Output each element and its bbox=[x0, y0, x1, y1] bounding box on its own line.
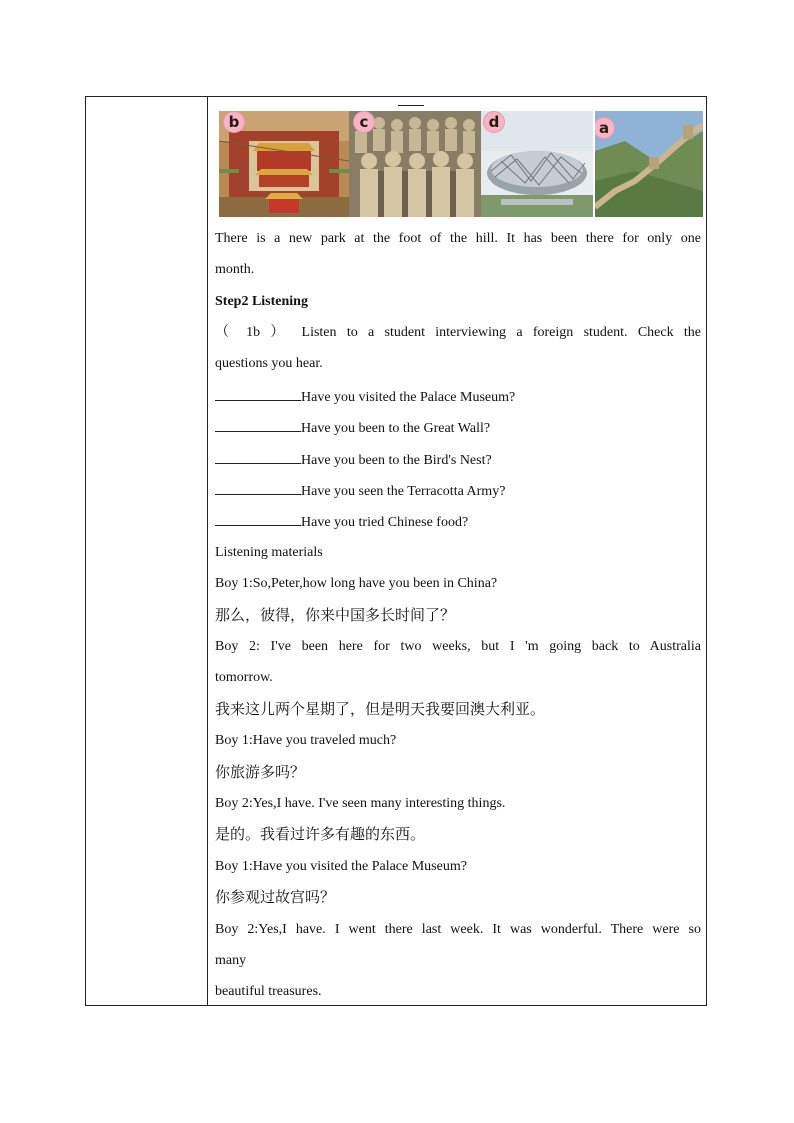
dialogue-line: Boy 2:Yes,I have. I've seen many interesting things. bbox=[215, 796, 506, 811]
photo-label-badge: c bbox=[353, 111, 375, 133]
materials-heading: Listening materials bbox=[215, 545, 323, 560]
instruction-line: questions you hear. bbox=[215, 356, 323, 371]
question-item: Have you been to the Bird's Nest? bbox=[215, 451, 701, 469]
dialogue-line: beautiful treasures. bbox=[215, 984, 322, 999]
photo-label-badge: d bbox=[483, 111, 505, 133]
translation-line: 我来这儿两个星期了，但是明天我要回澳大利亚。 bbox=[215, 700, 546, 718]
great-wall-photo bbox=[595, 111, 703, 217]
dialogue-line: Boy 2:Yes,I have. I went there last week. It was wonderful. There were so bbox=[215, 922, 701, 937]
birds-nest-photo bbox=[481, 111, 593, 217]
question-item: Have you tried Chinese food? bbox=[215, 513, 701, 531]
dialogue-line: tomorrow. bbox=[215, 670, 273, 685]
translation-line: 是的。我看过许多有趣的东西。 bbox=[215, 825, 426, 843]
question-item: Have you seen the Terracotta Army? bbox=[215, 482, 701, 500]
instruction-line: （ 1b ） Listen to a student interviewing a foreign student. Check the bbox=[215, 325, 701, 340]
translation-line: 那么，彼得，你来中国多长时间了？ bbox=[215, 606, 456, 624]
dialogue-line: Boy 2: I've been here for two weeks, but I 'm going back to Australia bbox=[215, 639, 701, 654]
question-item: Have you been to the Great Wall? bbox=[215, 419, 701, 437]
landmark-photo-strip bbox=[219, 111, 703, 217]
dialogue-line: Boy 1:So,Peter,how long have you been in China? bbox=[215, 576, 498, 591]
palace-museum-photo bbox=[219, 111, 349, 217]
terracotta-army-photo bbox=[349, 111, 481, 217]
dialogue-line: many bbox=[215, 953, 247, 968]
answer-blank[interactable] bbox=[215, 419, 301, 432]
worksheet-table bbox=[85, 96, 707, 1006]
answer-blank[interactable] bbox=[215, 388, 301, 401]
dialogue-line: Boy 1:Have you visited the Palace Museum? bbox=[215, 859, 467, 874]
park-sentence-line: month. bbox=[215, 262, 255, 277]
answer-blank[interactable] bbox=[215, 451, 301, 464]
step2-heading: Step2 Listening bbox=[215, 294, 308, 309]
photo-label-badge: a bbox=[595, 117, 615, 139]
answer-blank[interactable] bbox=[215, 513, 301, 526]
question-item: Have you visited the Palace Museum? bbox=[215, 388, 701, 406]
column-divider bbox=[207, 97, 208, 1005]
translation-line: 你旅游多吗？ bbox=[215, 763, 306, 781]
photo-label-badge: b bbox=[223, 111, 245, 133]
answer-blank[interactable] bbox=[215, 482, 301, 495]
blank-mark bbox=[398, 105, 424, 106]
park-sentence-line: There is a new park at the foot of the hill. It has been there for only one bbox=[215, 231, 701, 246]
dialogue-line: Boy 1:Have you traveled much? bbox=[215, 733, 397, 748]
translation-line: 你参观过故宫吗？ bbox=[215, 888, 336, 906]
